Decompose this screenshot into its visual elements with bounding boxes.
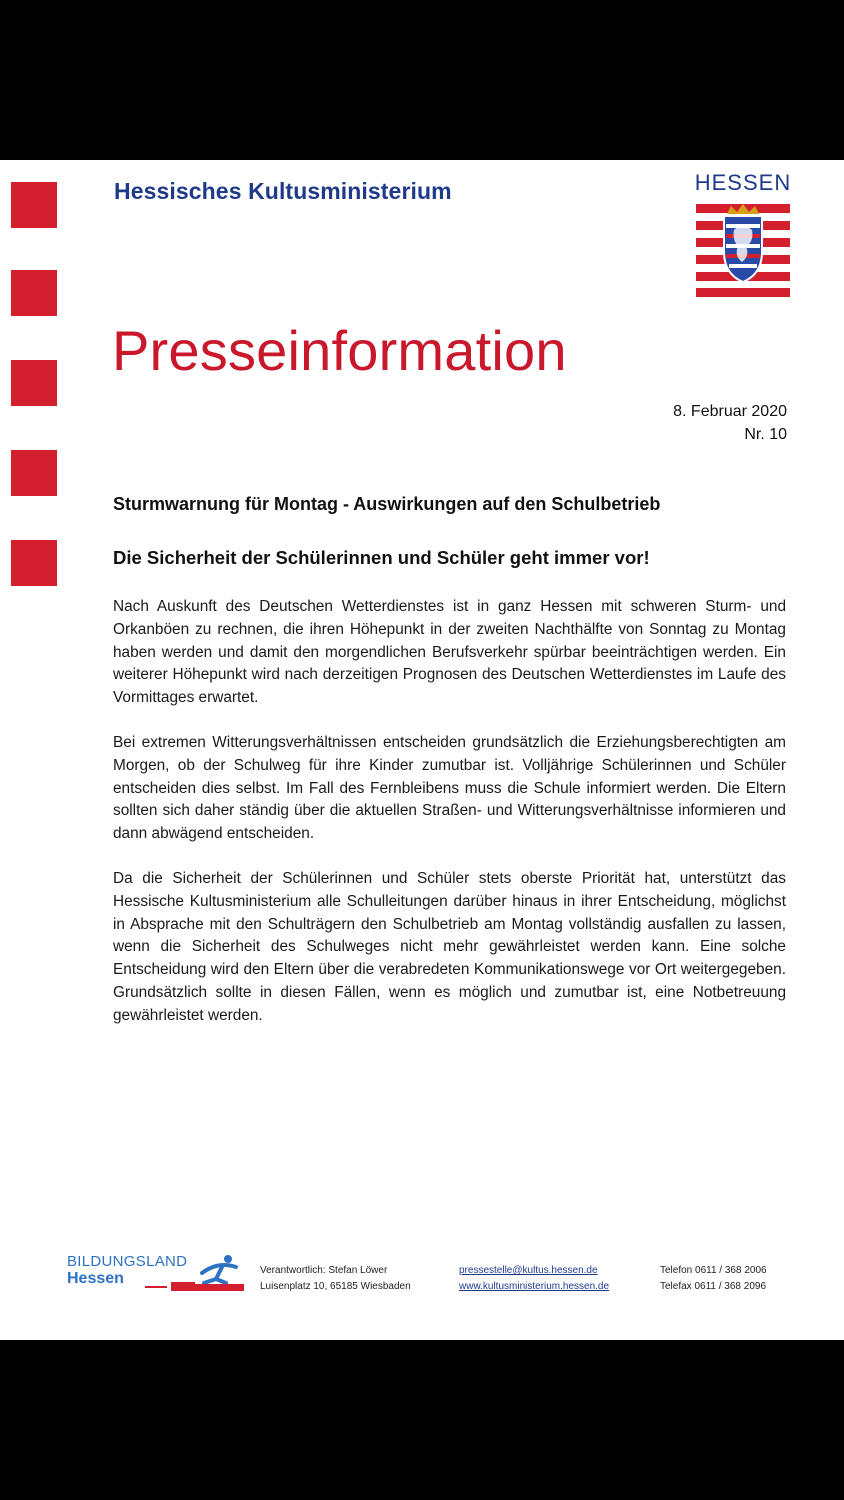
document-title: Presseinformation (112, 319, 567, 382)
footer-fax: Telefax 0611 / 368 2096 (660, 1281, 767, 1292)
subheadline: Die Sicherheit der Schülerinnen und Schüler geht immer vor! (113, 547, 650, 568)
running-figure-icon (192, 1253, 244, 1293)
footer-email-link[interactable]: pressestelle@kultus.hessen.de (459, 1265, 598, 1276)
footer-address: Luisenplatz 10, 65185 Wiesbaden (260, 1281, 411, 1292)
footer-phone-fax (660, 1263, 767, 1295)
footer-website-link[interactable]: www.kultusministerium.hessen.de (459, 1281, 610, 1292)
hessen-lion-crest-icon (696, 200, 790, 298)
footer (0, 1245, 844, 1305)
release-number: Nr. 10 (744, 426, 787, 443)
logo-underline-bar (145, 1281, 195, 1293)
body-text (113, 596, 786, 1050)
logo-top-text: BILDUNGSLAND (67, 1253, 188, 1270)
footer-phone: Telefon 0611 / 368 2006 (660, 1265, 767, 1276)
footer-responsible: Verantwortlich: Stefan Löwer (260, 1265, 388, 1276)
release-meta (673, 400, 787, 446)
paragraph: Da die Sicherheit der Schülerinnen und Schüler stets oberste Priorität hat, unterstützt das Hessische Kultusministerium alle Schulleitungen darüber hinaus in ihrer Entscheidung, möglichst in Absprache mit den Schulträgern den Schulbetrieb am Montag vollständig ausfallen zu lassen, wenn die Sicherheit des Schulweges nicht mehr gewährleistet werden kann. Eine solche Entscheidung wird den Eltern über die verabredeten Kommunikationswege vor Ort weitergegeben. Grundsätzlich sollte in diesen Fällen, wenn es möglich und zumutbar ist, eine Notbetreuung gewährleistet werden. (113, 869, 786, 1024)
footer-contact-person (260, 1263, 411, 1295)
bildungsland-logo (67, 1253, 247, 1303)
release-date: 8. Februar 2020 (673, 403, 787, 420)
footer-links (459, 1263, 609, 1295)
side-marker-square (11, 270, 57, 316)
logo-bottom-text: Hessen (67, 1270, 124, 1287)
state-name: HESSEN (694, 170, 792, 195)
ministry-name: Hessisches Kultusministerium (114, 178, 452, 204)
side-marker-square (11, 450, 57, 496)
side-marker-square (11, 540, 57, 586)
headline: Sturmwarnung für Montag - Auswirkungen auf den Schulbetrieb (113, 494, 661, 514)
side-marker-square (11, 182, 57, 228)
paragraph: Bei extremen Witterungsverhältnissen entscheiden grundsätzlich die Erziehungsberechtigten am Morgen, ob der Schulweg für ihre Kinder zumutbar ist. Volljährige Schülerinnen und Schüler entscheiden dies selbst. Im Fall des Fernbleibens muss die Schule informiert werden. Die Eltern sollten sich daher ständig über die aktuellen Straßen- und Witterungsverhältnisse informieren und dann abwägend entscheiden. (113, 733, 786, 843)
paragraph: Nach Auskunft des Deutschen Wetterdienstes ist in ganz Hessen mit schweren Sturm- und Orkanböen zu rechnen, die ihren Höhepunkt in der zweiten Nachthälfte von Sonntag zu Montag haben werden und damit den morgendlichen Berufsverkehr spürbar beeinträchtigen werden. Ein weiterer Höhepunkt wird nach derzeitigen Prognosen des Deutschen Wetterdienstes im Laufe des Vormittages erwartet. (113, 598, 786, 707)
side-marker-square (11, 360, 57, 406)
press-release-page (0, 160, 844, 1340)
